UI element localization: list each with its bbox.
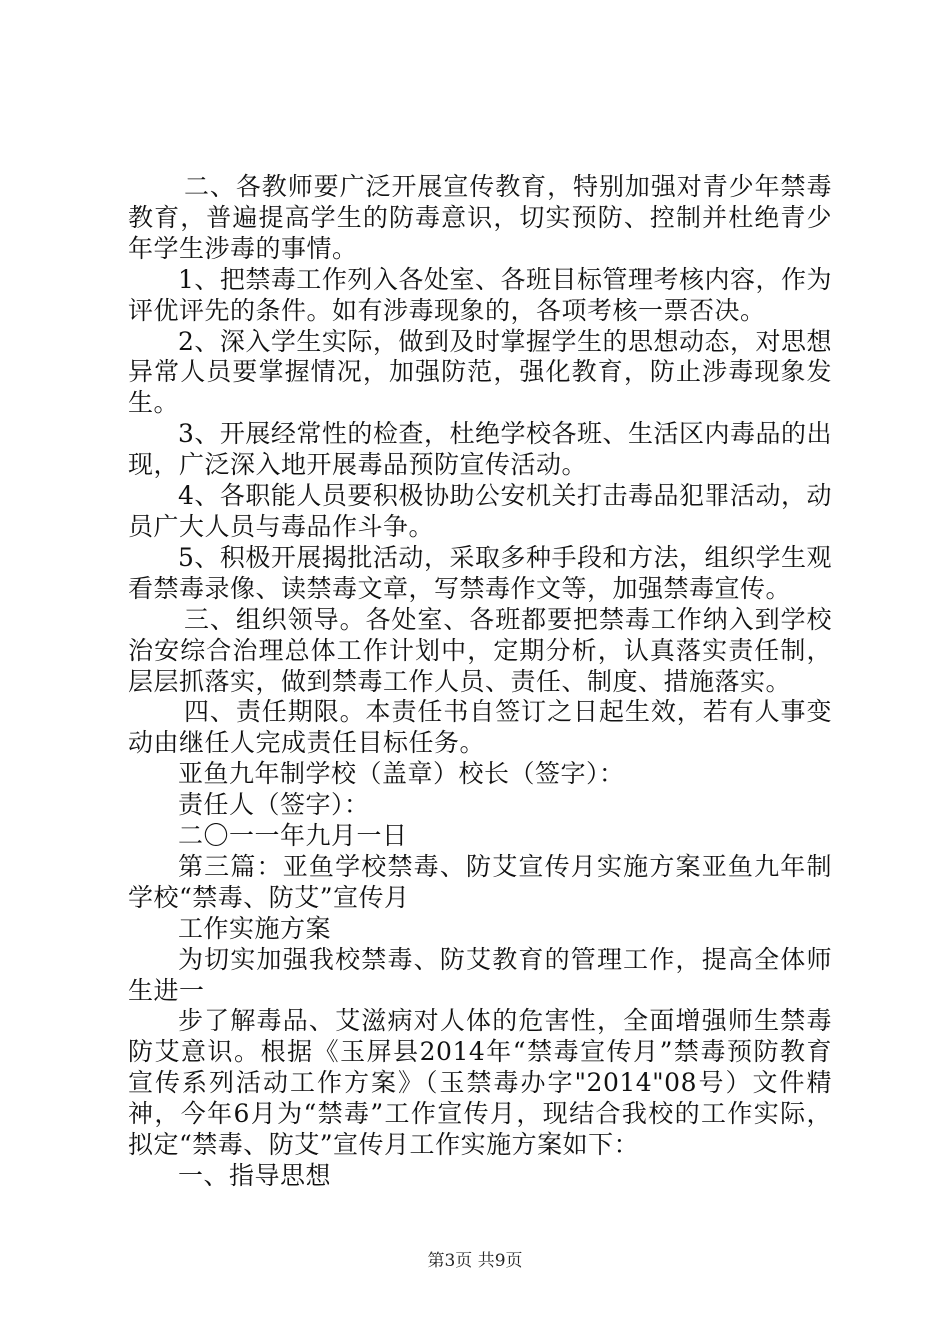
paragraph-item-4: 4、各职能人员要积极协助公安机关打击毒品犯罪活动，动员广大人员与毒品作斗争。 [128, 481, 832, 541]
chapter-three-title: 第三篇：亚鱼学校禁毒、防艾宣传月实施方案亚鱼九年制学校“禁毒、防艾”宣传月 [128, 851, 832, 912]
signature-date: 二〇一一年九月一日 [178, 821, 408, 851]
signature-school-principal: 亚鱼九年制学校（盖章）校长（签字）： [178, 759, 625, 789]
paragraph-item-5: 5、积极开展揭批活动，采取多种手段和方法，组织学生观看禁毒录像、读禁毒文章，写禁毒作文等，加强禁毒宣传。 [128, 542, 832, 603]
paragraph-intro-continued: 步了解毒品、艾滋病对人体的危害性，全面增强师生禁毒防艾意识。根据《玉屏县2014年“禁毒宣传月”禁毒预防教育宣传系列活动工作方案》（玉禁毒办字"2014"08号）文件精神，今年6月为“禁毒”工作宣传月，现结合我校的工作实际，拟定“禁毒、防艾”宣传月工作实施方案如下： [128, 1006, 832, 1160]
paragraph-section-three: 三、组织领导。各处室、各班都要把禁毒工作纳入到学校治安综合治理总体工作计划中，定期分析，认真落实责任制，层层抓落实，做到禁毒工作人员、责任、制度、措施落实。 [128, 604, 832, 696]
paragraph-intro: 为切实加强我校禁毒、防艾教育的管理工作，提高全体师生进一 [128, 944, 832, 1005]
document-body [128, 172, 832, 1192]
paragraph-item-1: 1、把禁毒工作列入各处室、各班目标管理考核内容，作为评优评先的条件。如有涉毒现象的，各项考核一票否决。 [128, 264, 832, 325]
signature-responsible-person: 责任人（签字）： [178, 790, 370, 820]
paragraph-section-two: 二、各教师要广泛开展宣传教育，特别加强对青少年禁毒教育，普遍提高学生的防毒意识，切实预防、控制并杜绝青少年学生涉毒的事情。 [128, 172, 832, 263]
paragraph-section-four: 四、责任期限。本责任书自签订之日起生效，若有人事变动由继任人完成责任目标任务。 [128, 697, 832, 758]
chapter-three-subtitle: 工作实施方案 [178, 913, 332, 943]
page-number-footer: 第3页 共9页 [427, 1251, 523, 1271]
paragraph-item-2: 2、深入学生实际，做到及时掌握学生的思想动态，对思想异常人员要掌握情况，加强防范，强化教育，防止涉毒现象发生。 [128, 326, 832, 418]
paragraph-item-3: 3、开展经常性的检查，杜绝学校各班、生活区内毒品的出现，广泛深入地开展毒品预防宣传活动。 [128, 419, 832, 480]
heading-guiding-ideology: 一、指导思想 [178, 1161, 332, 1190]
